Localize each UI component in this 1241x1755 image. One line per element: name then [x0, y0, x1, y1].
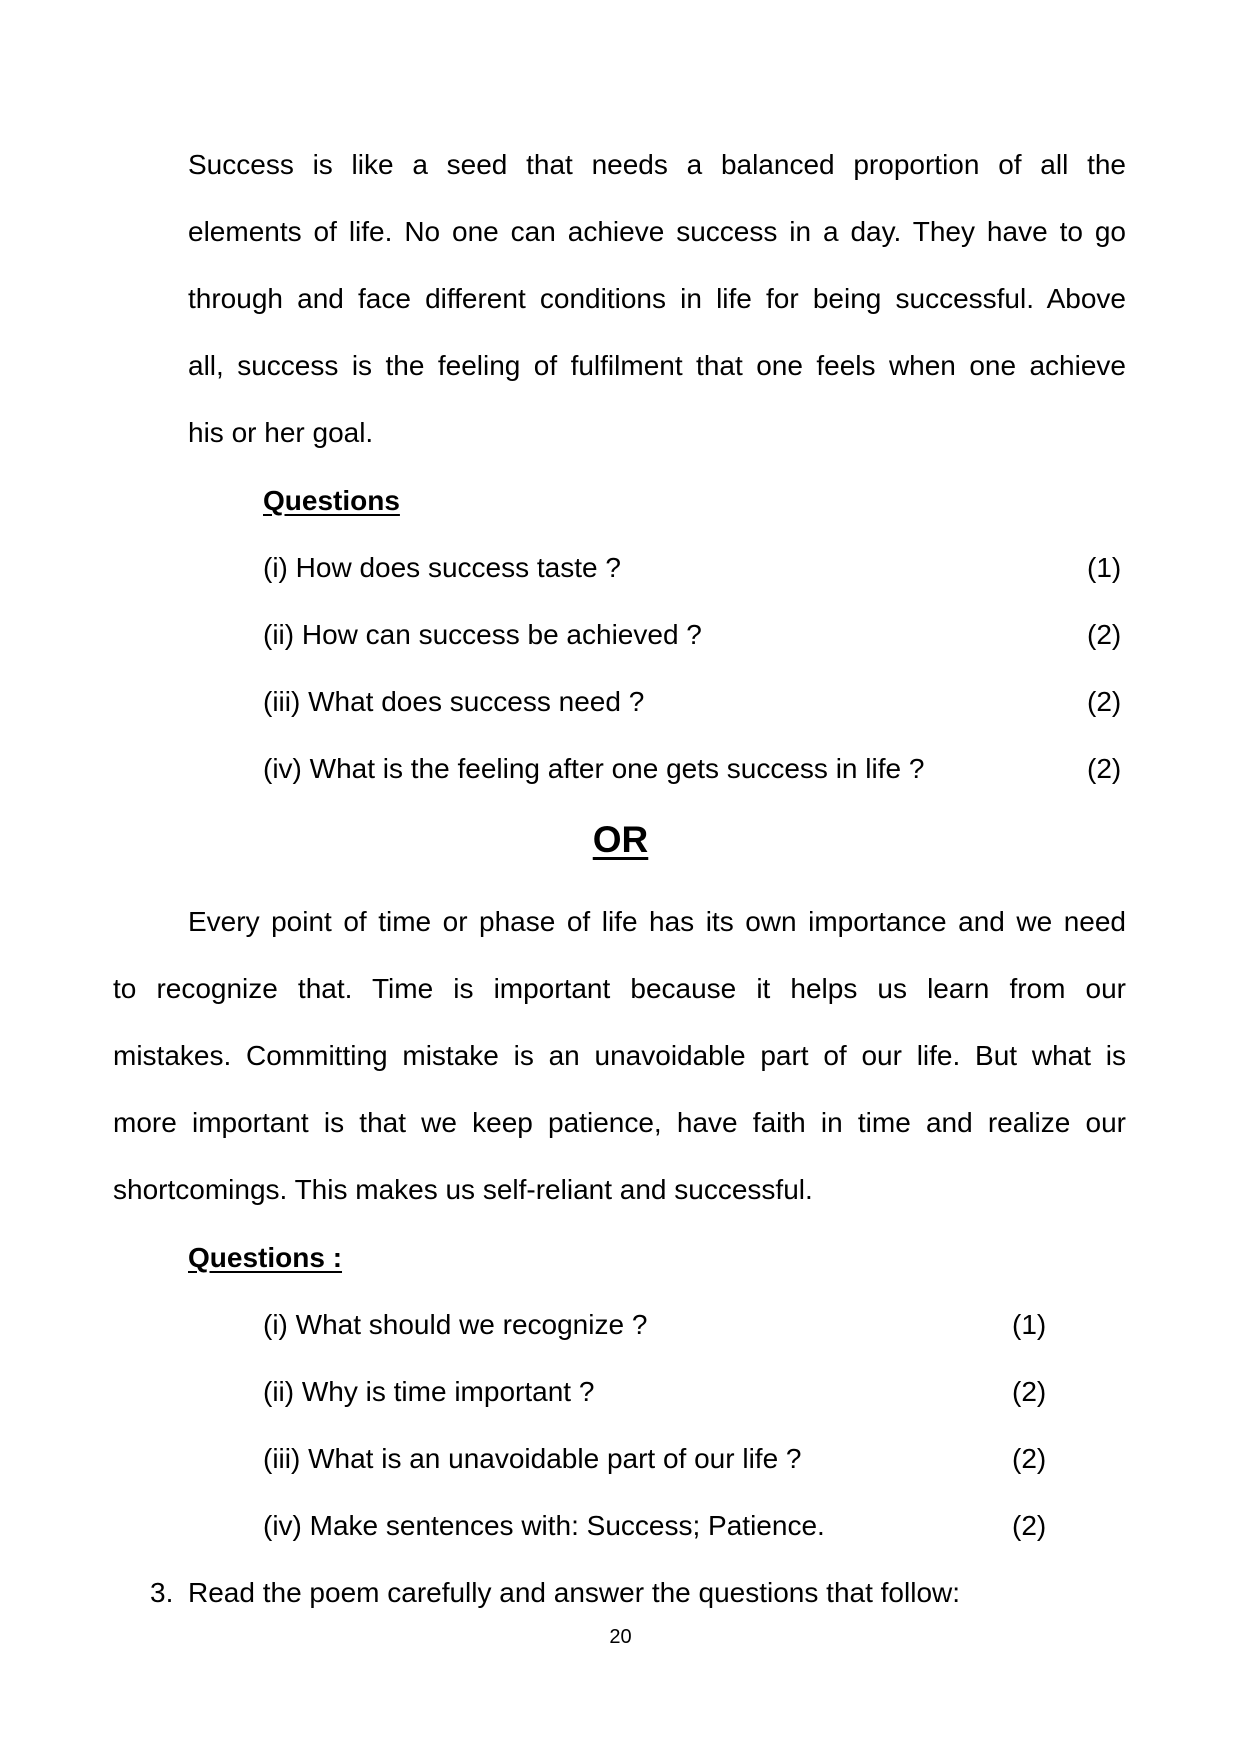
question-marks: (2) [1012, 1376, 1047, 1407]
section-3-instruction: Read the poem carefully and answer the questions that follow: [188, 1577, 961, 1608]
passage-1-line: through and face different conditions in life for being successful. Above [188, 283, 1126, 314]
passage-2-line: mistakes. Committing mistake is an unavoidable part of our life. But what is [113, 1040, 1126, 1071]
section-3-number: 3. [150, 1577, 174, 1608]
passage-1-line: elements of life. No one can achieve success in a day. They have to go [188, 216, 1126, 247]
question-marks: (2) [1012, 1443, 1047, 1474]
question-marks: (2) [1087, 686, 1122, 717]
questions-1-heading: Questions [263, 485, 400, 516]
question-marks: (2) [1087, 753, 1122, 784]
or-heading: OR [592, 819, 649, 860]
question-item: (i) How does success taste ? [263, 552, 621, 583]
passage-1-line: all, success is the feeling of fulfilment that one feels when one achieve [188, 350, 1126, 381]
question-item: (iii) What is an unavoidable part of our life ? [263, 1443, 802, 1474]
questions-2-heading: Questions : [188, 1242, 343, 1273]
question-item: (iv) What is the feeling after one gets success in life ? [263, 753, 925, 784]
question-item: (ii) Why is time important ? [263, 1376, 595, 1407]
question-item: (ii) How can success be achieved ? [263, 619, 702, 650]
passage-2-line: more important is that we keep patience, have faith in time and realize our [113, 1107, 1126, 1138]
passage-2-line: shortcomings. This makes us self-reliant and successful. [113, 1174, 813, 1205]
passage-2-line: Every point of time or phase of life has its own importance and we need [188, 906, 1126, 937]
question-marks: (2) [1012, 1510, 1047, 1541]
question-item: (iii) What does success need ? [263, 686, 645, 717]
passage-1-line: Success is like a seed that needs a balanced proportion of all the [188, 149, 1126, 180]
question-marks: (2) [1087, 619, 1122, 650]
question-marks: (1) [1012, 1309, 1047, 1340]
passage-1-line: his or her goal. [188, 417, 374, 448]
question-item: (i) What should we recognize ? [263, 1309, 648, 1340]
question-marks: (1) [1087, 552, 1122, 583]
passage-2-line: to recognize that. Time is important because it helps us learn from our [113, 973, 1126, 1004]
question-item: (iv) Make sentences with: Success; Patience. [263, 1510, 825, 1541]
page-number: 20 [609, 1626, 632, 1648]
